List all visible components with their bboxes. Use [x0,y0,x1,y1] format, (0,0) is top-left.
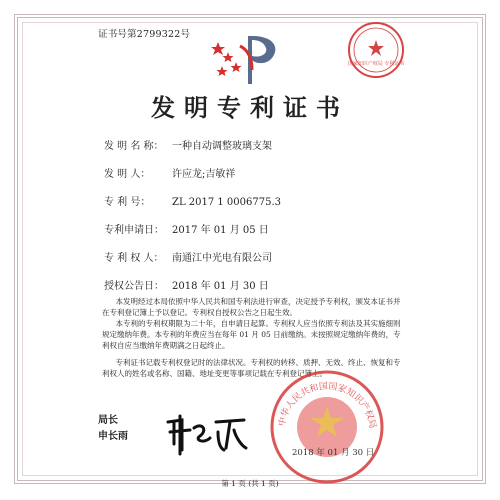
field-inventor [104,165,235,180]
field-label: 发 明 名 称： [104,141,164,152]
certificate-number: 证书号第2799322号 [98,29,191,40]
field-patentee [104,249,272,264]
title-label: 局长 [98,415,118,426]
name-label: 申长雨 [98,431,128,442]
field-value: 南通江中光电有限公司 [172,253,272,264]
field-label: 专利申请日： [104,225,164,236]
field-invention-name [104,137,272,152]
svg-text:中华人民共和国国家知识产权局: 中华人民共和国国家知识产权局 [277,381,377,430]
body-paragraph: 本发明经过本局依照中华人民共和国专利法进行审查，决定授予专利权，颁发本证书并在专利登记簿上予以登记。专利权自授权公告之日起生效。 [102,297,401,317]
field-patent-number [104,193,281,208]
seal-date: 2018 年 01 月 30 日 [292,448,375,458]
field-grant-date [104,277,269,292]
field-application-date [104,221,269,236]
top-red-seal-icon [346,20,406,80]
field-label: 专 利 号： [104,197,151,208]
field-label: 专 利 权 人： [104,253,164,264]
field-value: 2018 年 01 月 30 日 [172,281,269,292]
field-value: 许应龙;吉敏祥 [172,169,236,180]
field-label: 授权公告日： [104,281,164,292]
body-paragraph: 本专利的专利权期限为二十年，自申请日起算。专利权人应当依照专利法及其实施细则规定缴纳年费。本专利的年费应当在每年 01 月 05 日前缴纳。未按照规定缴纳年费的，专利权自应当缴纳年费期满之日起终止。 [102,319,401,350]
signature-labels [98,413,128,445]
field-value: ZL 2017 1 0006775.3 [172,197,282,208]
official-red-seal-icon [268,368,386,486]
patent-office-logo-icon [208,30,292,88]
svg-text:国家知识产权局 专利证书: 国家知识产权局 专利证书 [347,61,405,67]
field-value: 一种自动调整玻璃支架 [172,141,272,152]
body-paragraph: 专利证书记载专利权登记时的法律状况。专利权的转移、质押、无效、终止、恢复和专利权人的姓名或名称、国籍、地址变更等事项记载在专利登记簿上。 [102,358,401,378]
handwritten-signature-icon [160,408,250,460]
field-label: 发 明 人： [104,169,151,180]
field-value: 2017 年 01 月 05 日 [172,225,269,236]
page-footer: 第 1 页 (共 1 页) [221,479,279,488]
certificate-body [102,296,402,379]
certificate-title: 发明专利证书 [151,93,349,122]
